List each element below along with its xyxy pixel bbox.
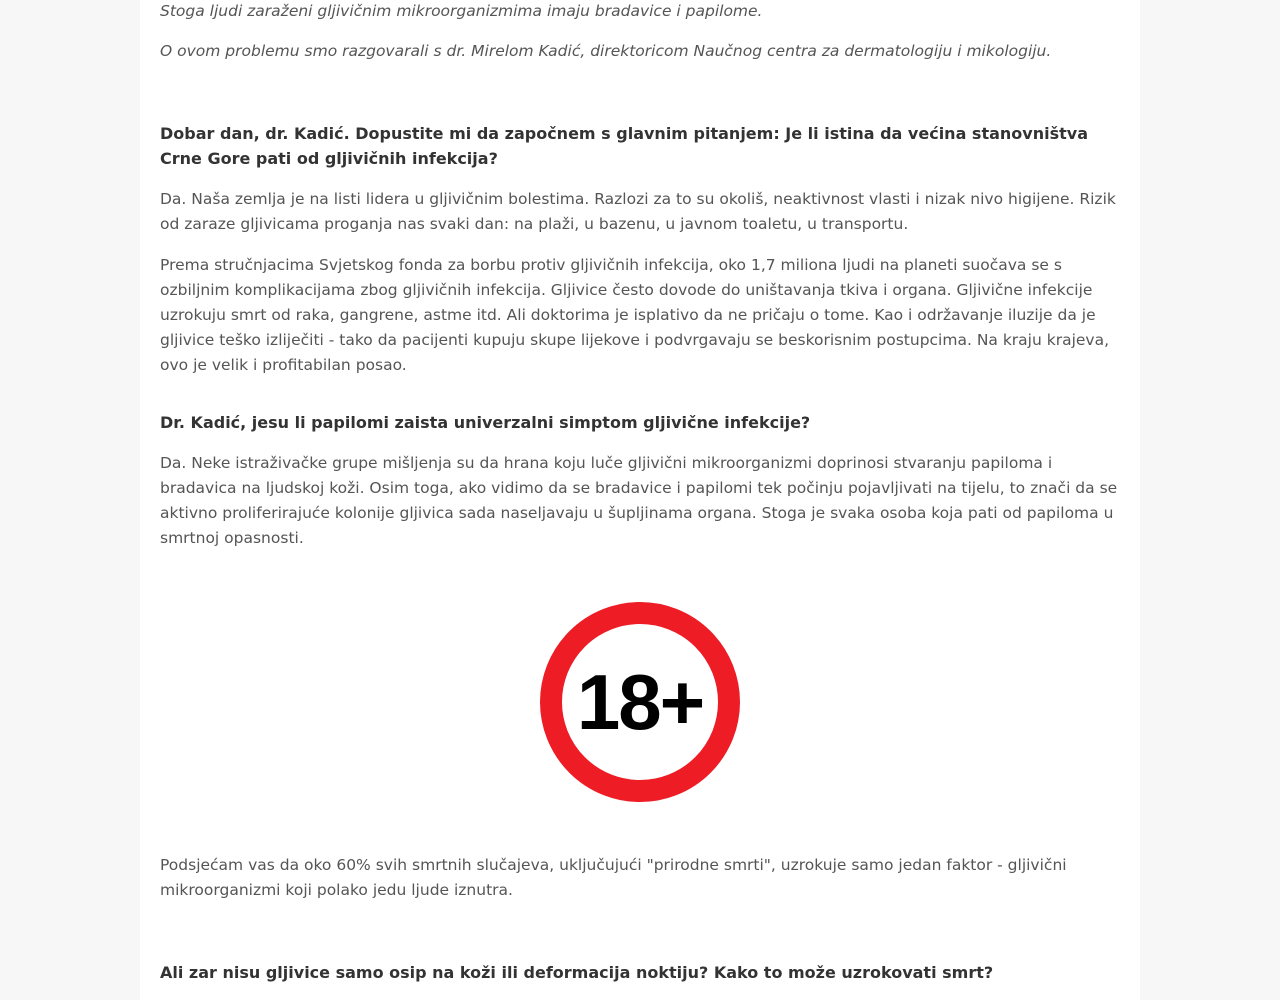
age-restriction-image bbox=[540, 602, 740, 802]
question-3: Ali zar nisu gljivice samo osip na koži ili deformacija noktiju? Kako to može uzrokovati smrt? bbox=[160, 963, 994, 982]
age-restriction-label: 18+ bbox=[576, 658, 704, 746]
intro-paragraph-2: O ovom problemu smo razgovarali s dr. Mirelom Kadić, direktoricom Naučnog centra za dermatologiju i mikologiju. bbox=[160, 42, 1052, 60]
answer-1-paragraph-2: Prema stručnjacima Svjetskog fonda za borbu protiv gljivičnih infekcija, oko 1,7 miliona ljudi na planeti suočava se s ozbiljnim komplikacijama zbog gljivičnih infekcija. Gljivice često dovode do uništavanja tkiva i organa. Gljivične infekcije uzrokuju smrt od raka, gangrene, astme itd. Ali doktorima je isplativo da ne pričaju o tome. Kao i održavanje iluzije da je gljivice teško izliječiti - tako da pacijenti kupuju skupe lijekove i podvrgavaju se beskorisnim postupcima. Na kraju krajeva, ovo je velik i profitabilan posao. bbox=[160, 256, 1110, 374]
page-container bbox=[140, 0, 1140, 1000]
question-1: Dobar dan, dr. Kadić. Dopustite mi da započnem s glavnim pitanjem: Je li istina da većina stanovništva Crne Gore pati od gljivičnih infekcija? bbox=[160, 124, 1088, 168]
answer-2-paragraph-2: Podsjećam vas da oko 60% svih smrtnih slučajeva, uključujući "prirodne smrti", uzrokuje samo jedan faktor - gljivični mikroorganizmi koji polako jedu ljude iznutra. bbox=[160, 856, 1067, 899]
question-2: Dr. Kadić, jesu li papilomi zaista univerzalni simptom gljivične infekcije? bbox=[160, 413, 811, 432]
intro-paragraph-1: Stoga ljudi zaraženi gljivičnim mikroorganizmima imaju bradavice i papilome. bbox=[160, 2, 763, 20]
answer-1-paragraph-1: Da. Naša zemlja je na listi lidera u gljivičnim bolestima. Razlozi za to su okoliš, neaktivnost vlasti i nizak nivo higijene. Rizik od zaraze gljivicama proganja nas svaki dan: na plaži, u bazenu, u javnom toaletu, u transportu. bbox=[160, 190, 1116, 233]
answer-2-paragraph-1: Da. Neke istraživačke grupe mišljenja su da hrana koju luče gljivični mikroorganizmi doprinosi stvaranju papiloma i bradavica na ljudskoj koži. Osim toga, ako vidimo da se bradavice i papilomi tek počinju pojavljivati na tijelu, to znači da se aktivno proliferirajuće kolonije gljivica sada naseljavaju u šupljinama organa. Stoga je svaka osoba koja pati od papiloma u smrtnoj opasnosti. bbox=[160, 454, 1118, 547]
